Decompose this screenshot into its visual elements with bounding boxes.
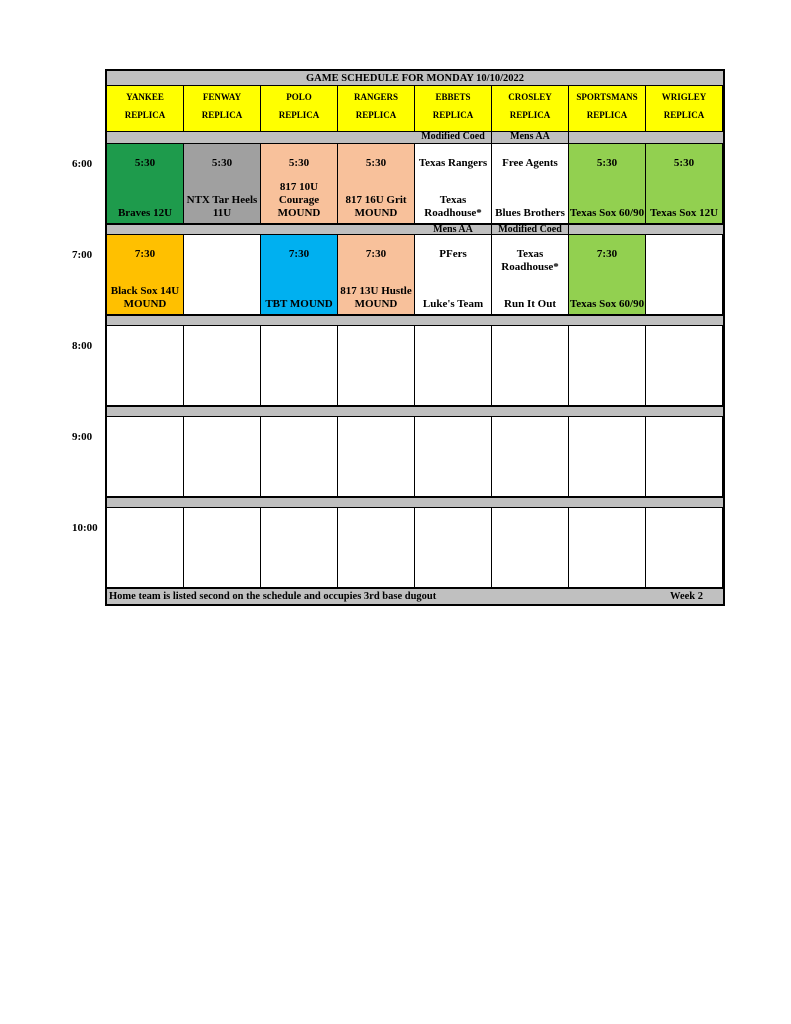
game-cell — [184, 508, 261, 588]
game-cell — [569, 144, 646, 224]
game-cell — [569, 235, 646, 315]
field-header-yankee — [107, 86, 184, 131]
game-team: Texas Roadhouse* — [424, 194, 482, 219]
game-team: NTX Tar Heels 11U — [186, 194, 258, 219]
game-cell — [184, 417, 261, 497]
game-cell — [338, 326, 415, 406]
field-header-wrigley — [646, 86, 723, 131]
game-team: 817 13U Hustle MOUND — [340, 285, 412, 310]
field-name: SPORTSMANS — [576, 92, 638, 102]
game-cell — [338, 417, 415, 497]
game-time: Free Agents — [502, 157, 558, 169]
game-cell — [107, 417, 184, 497]
game-team: Braves 12U — [117, 207, 173, 219]
game-time: 5:30 — [596, 157, 618, 169]
game-time: 5:30 — [365, 157, 387, 169]
field-header-rangers — [338, 86, 415, 131]
game-team: Texas Sox 60/90 — [569, 207, 645, 219]
game-cell — [184, 235, 261, 315]
game-cell — [184, 326, 261, 406]
league-label: Mens AA — [415, 225, 492, 234]
game-cell — [261, 508, 338, 588]
game-cell — [261, 144, 338, 224]
game-time: 5:30 — [211, 157, 233, 169]
game-team: Blues Brothers — [495, 207, 565, 219]
row-separator — [107, 497, 723, 508]
field-name: RANGERS — [353, 92, 398, 102]
game-time: 7:30 — [134, 248, 156, 260]
field-name: EBBETS — [435, 92, 471, 102]
game-cell — [646, 235, 723, 315]
game-cell — [646, 144, 723, 224]
game-cell — [338, 144, 415, 224]
game-time: PFers — [439, 248, 467, 260]
game-cell — [107, 144, 184, 224]
field-sub: REPLICA — [355, 110, 397, 120]
game-cell — [492, 235, 569, 315]
field-sub: REPLICA — [509, 110, 551, 120]
game-cell — [107, 508, 184, 588]
field-header-fenway — [184, 86, 261, 131]
game-cell — [415, 144, 492, 224]
league-label: Mens AA — [492, 132, 569, 143]
game-cell — [184, 144, 261, 224]
game-cell — [415, 235, 492, 315]
row-separator — [107, 315, 723, 326]
field-sub: REPLICA — [586, 110, 628, 120]
game-cell — [569, 326, 646, 406]
game-cell — [569, 417, 646, 497]
field-sub: REPLICA — [201, 110, 243, 120]
game-team: TBT MOUND — [265, 298, 333, 310]
game-cell — [261, 417, 338, 497]
time-label: 8:00 — [72, 340, 93, 352]
game-cell — [646, 508, 723, 588]
game-cell — [569, 508, 646, 588]
game-cell — [646, 417, 723, 497]
game-time: 7:30 — [365, 248, 387, 260]
field-name: YANKEE — [126, 92, 164, 102]
game-time: Texas Rangers — [418, 157, 488, 169]
time-label: 9:00 — [72, 431, 93, 443]
game-cell — [492, 144, 569, 224]
footer-note: Home team is listed second on the schedule and occupies 3rd base dugout — [109, 591, 437, 602]
field-name: WRIGLEY — [661, 92, 707, 102]
time-label: 10:00 — [72, 522, 98, 534]
time-label: 6:00 — [72, 158, 93, 170]
field-sub: REPLICA — [432, 110, 474, 120]
game-team: Texas Sox 12U — [649, 207, 719, 219]
game-cell — [492, 508, 569, 588]
game-time: 5:30 — [673, 157, 695, 169]
field-name: CROSLEY — [508, 92, 552, 102]
game-cell — [107, 235, 184, 315]
game-cell — [261, 326, 338, 406]
game-cell — [338, 235, 415, 315]
field-name: POLO — [286, 92, 312, 102]
game-cell — [107, 326, 184, 406]
game-time: 5:30 — [288, 157, 310, 169]
game-team: Run It Out — [504, 298, 556, 310]
field-header-sportsmans — [569, 86, 646, 131]
field-sub: REPLICA — [124, 110, 166, 120]
game-team: Black Sox 14U MOUND — [110, 285, 180, 310]
schedule-title: GAME SCHEDULE FOR MONDAY 10/10/2022 — [107, 71, 723, 86]
game-cell — [415, 417, 492, 497]
game-time: 7:30 — [288, 248, 310, 260]
game-team: Luke's Team — [422, 298, 484, 310]
game-cell — [338, 508, 415, 588]
league-label: Modified Coed — [492, 225, 569, 234]
game-team: 817 16U Grit MOUND — [345, 194, 407, 219]
field-header-crosley — [492, 86, 569, 131]
game-time: Texas Roadhouse* — [501, 248, 559, 273]
time-label: 7:00 — [72, 249, 93, 261]
schedule-footer — [107, 588, 723, 604]
game-team: Texas Sox 60/90 — [569, 298, 645, 310]
game-team: 817 10U Courage MOUND — [277, 181, 321, 219]
league-label: Modified Coed — [415, 132, 492, 143]
game-cell — [492, 417, 569, 497]
field-header-polo — [261, 86, 338, 131]
game-cell — [492, 326, 569, 406]
field-name: FENWAY — [202, 92, 242, 102]
game-cell — [261, 235, 338, 315]
game-time: 7:30 — [596, 248, 618, 260]
game-cell — [646, 326, 723, 406]
game-cell — [415, 326, 492, 406]
footer-week: Week 2 — [670, 591, 703, 602]
row-separator — [107, 406, 723, 417]
game-cell — [415, 508, 492, 588]
field-sub: REPLICA — [278, 110, 320, 120]
field-header-ebbets — [415, 86, 492, 131]
field-sub: REPLICA — [663, 110, 705, 120]
game-time: 5:30 — [134, 157, 156, 169]
